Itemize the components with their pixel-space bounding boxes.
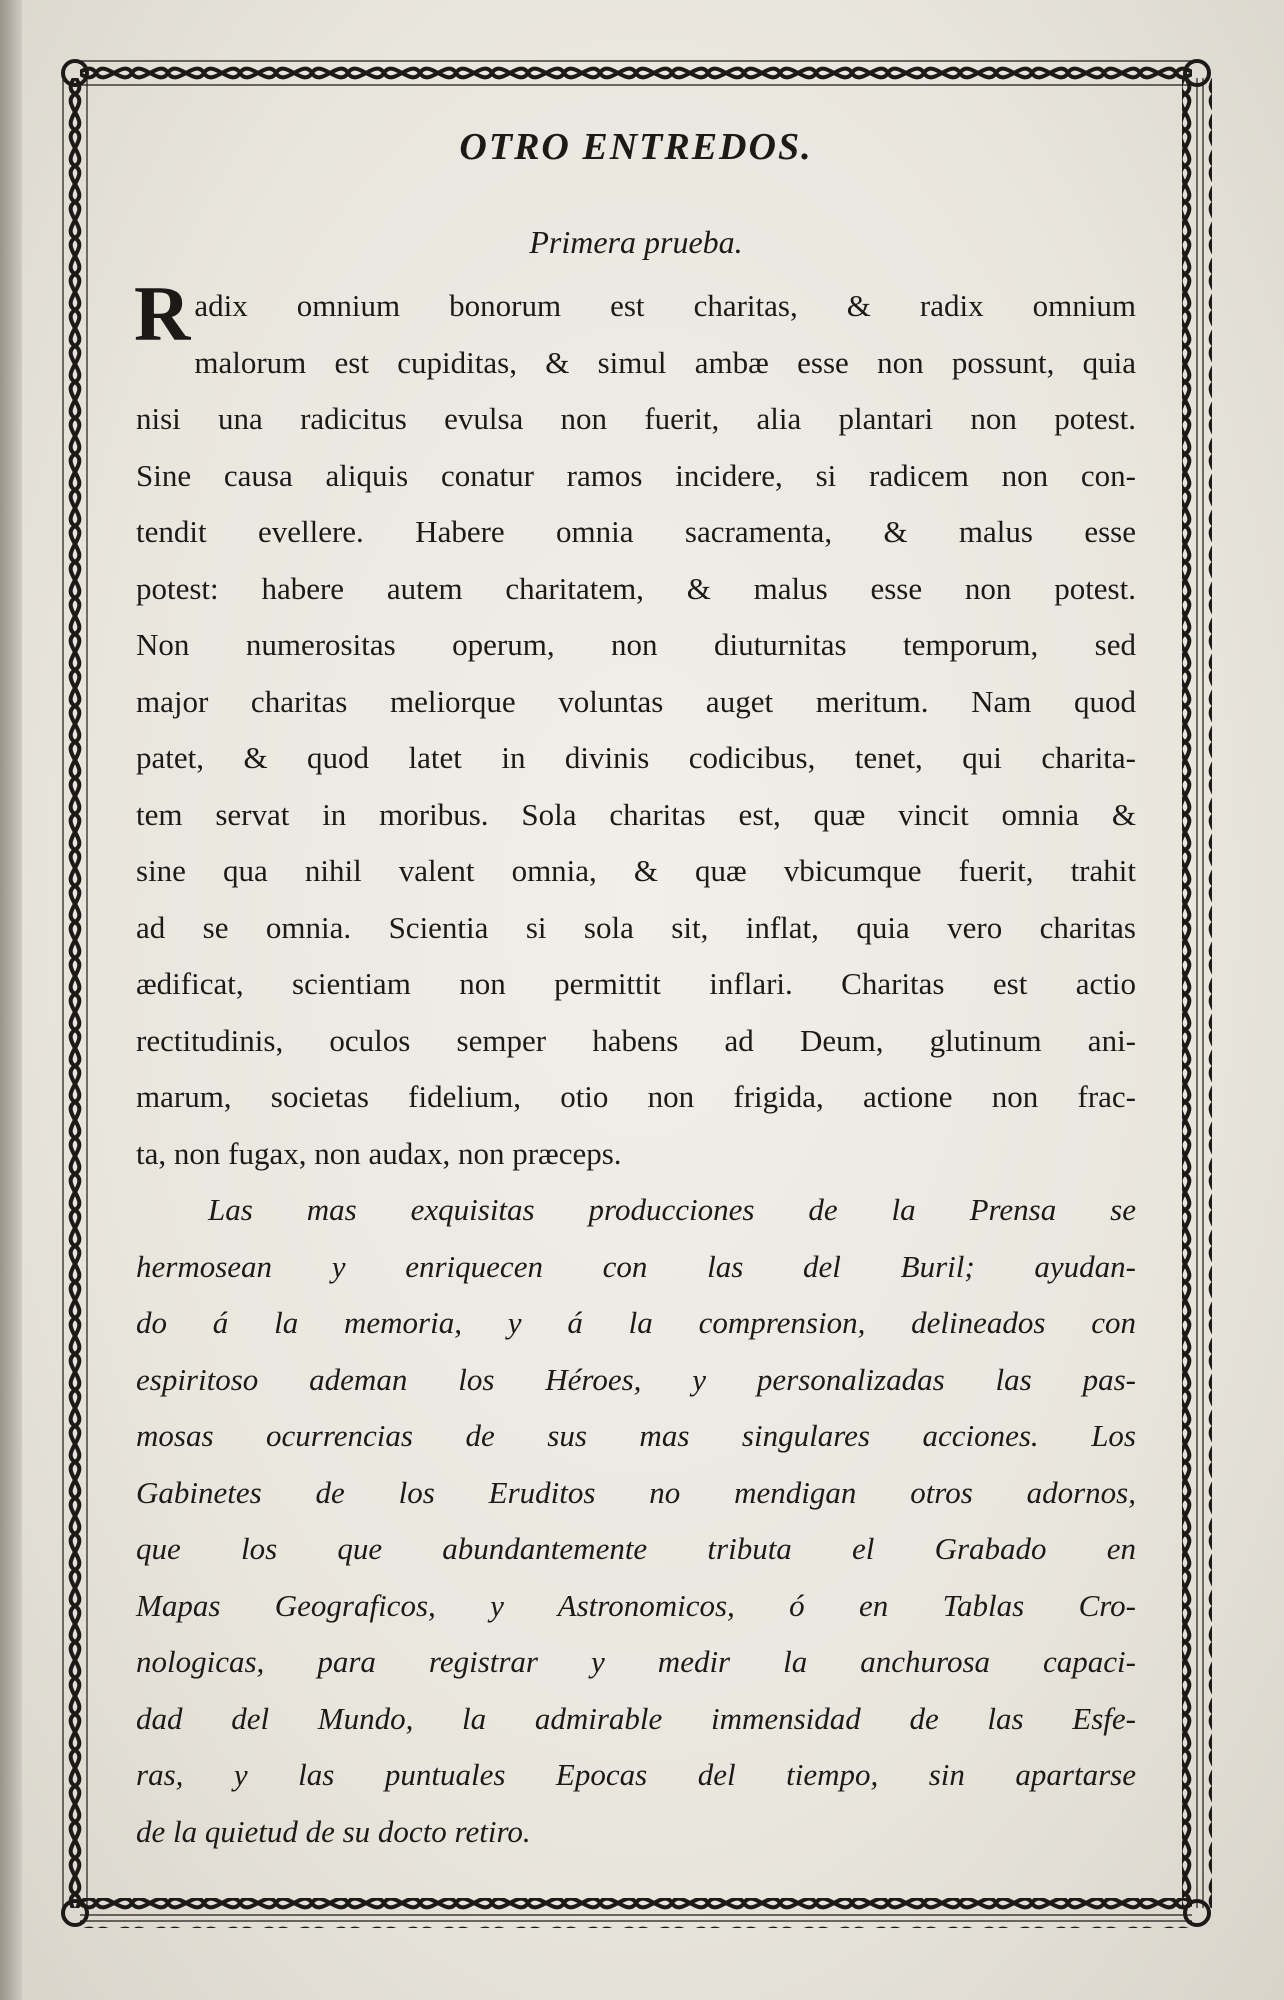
spanish-line-7: Mapas Geograficos, y Astronomicos, ó en Tablas Cro- xyxy=(136,1587,1136,1623)
spanish-line-5: Gabinetes de los Eruditos no mendigan otros adornos, xyxy=(136,1474,1136,1510)
latin-line-13: rectitudinis, oculos semper habens ad Deum, glutinum ani- xyxy=(136,1022,1136,1058)
book-spine-shadow xyxy=(0,0,22,2000)
page-subtitle: Primera prueba. xyxy=(529,224,743,260)
latin-line-3: Sine causa aliquis conatur ramos incidere, si radicem non con- xyxy=(136,457,1136,493)
latin-line-7: major charitas meliorque voluntas auget meritum. Nam quod xyxy=(136,683,1136,719)
spanish-line-11: de la quietud de su docto retiro. xyxy=(136,1813,531,1849)
latin-line-14: marum, societas fidelium, otio non frigida, actione non frac- xyxy=(136,1079,1136,1114)
latin-line-8: patet, & quod latet in divinis codicibus, tenet, qui charita- xyxy=(136,740,1136,775)
spanish-line-0: Las mas exquisitas producciones de la Prensa se xyxy=(208,1192,1136,1227)
latin-paragraph xyxy=(134,270,1136,1182)
latin-line-6: Non numerositas operum, non diuturnitas temporum, sed xyxy=(136,627,1136,662)
spanish-line-9: dad del Mundo, la admirable immensidad de las Esfe- xyxy=(136,1700,1136,1736)
latin-line-1: malorum est cupiditas, & simul ambæ esse non possunt, quia xyxy=(194,344,1136,380)
latin-line-4: tendit evellere. Habere omnia sacramenta, & malus esse xyxy=(136,514,1136,549)
spanish-line-1: hermosean y enriquecen con las del Buril; ayudan- xyxy=(136,1248,1136,1284)
latin-line-11: ad se omnia. Scientia si sola sit, inflat, quia vero charitas xyxy=(136,909,1136,945)
latin-line-5: potest: habere autem charitatem, & malus esse non potest. xyxy=(136,570,1136,606)
spanish-line-6: que los que abundantemente tributa el Grabado en xyxy=(136,1531,1136,1566)
page-body xyxy=(136,124,1136,1860)
spanish-line-4: mosas ocurrencias de sus mas singulares acciones. Los xyxy=(136,1418,1136,1453)
spanish-paragraph xyxy=(136,1182,1136,1860)
drop-cap: R xyxy=(134,270,191,357)
latin-line-2: nisi una radicitus evulsa non fuerit, alia plantari non potest. xyxy=(136,401,1136,436)
spanish-line-10: ras, y las puntuales Epocas del tiempo, sin apartarse xyxy=(136,1757,1136,1792)
latin-line-9: tem servat in moribus. Sola charitas est, quæ vincit omnia & xyxy=(136,796,1136,832)
spanish-line-8: nologicas, para registrar y medir la anchurosa capaci- xyxy=(136,1644,1136,1679)
latin-line-15: ta, non fugax, non audax, non præceps. xyxy=(136,1135,622,1171)
latin-line-10: sine qua nihil valent omnia, & quæ vbicumque fuerit, trahit xyxy=(136,853,1136,888)
spanish-line-2: do á la memoria, y á la comprension, delineados con xyxy=(136,1305,1136,1340)
spanish-line-3: espiritoso ademan los Héroes, y personalizadas las pas- xyxy=(136,1361,1136,1397)
latin-line-0: adix omnium bonorum est charitas, & radix omnium xyxy=(194,288,1136,323)
page-title: OTRO ENTREDOS. xyxy=(459,126,813,168)
latin-line-12: ædificat, scientiam non permittit inflari. Charitas est actio xyxy=(136,966,1136,1001)
